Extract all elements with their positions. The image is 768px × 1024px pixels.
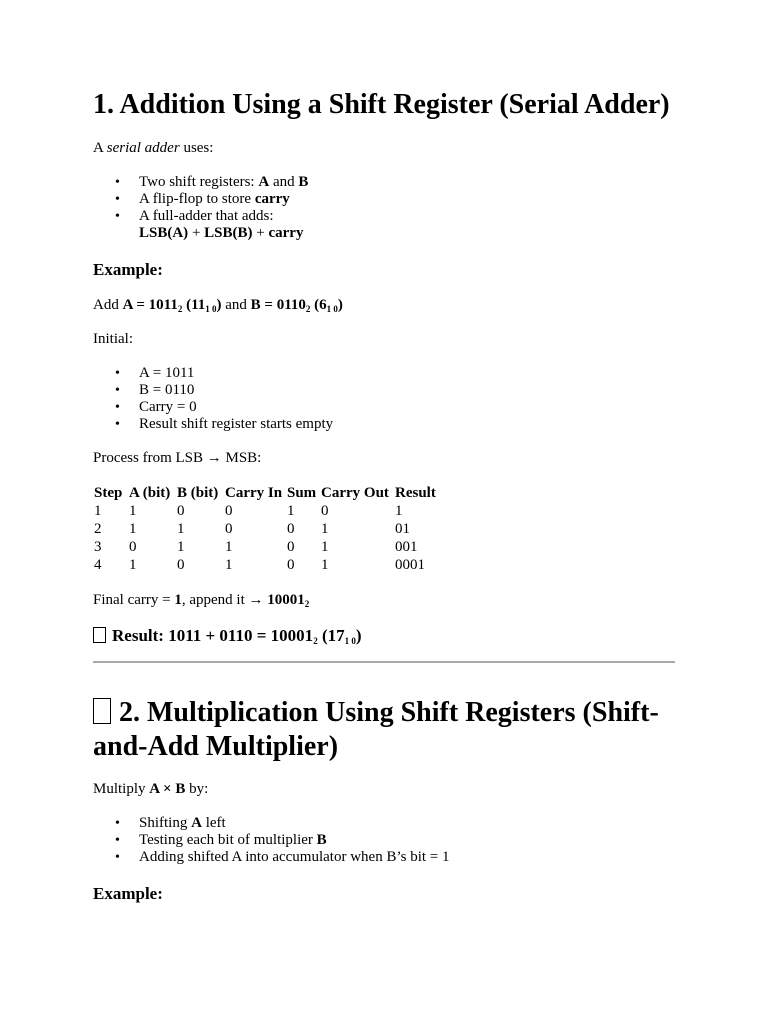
final-base: 2 — [304, 599, 310, 609]
result-base: 2 — [313, 636, 318, 646]
list-item: • Result shift register starts empty — [139, 416, 683, 433]
cell-carry-out: 1 — [321, 539, 329, 555]
multiply-intro — [93, 781, 683, 798]
final-value — [267, 592, 309, 608]
multiply-steps-list — [93, 815, 683, 866]
cell-result: 01 — [395, 521, 410, 537]
list-item — [139, 191, 683, 208]
register-b-label: B — [298, 174, 309, 190]
cell-carry-in: 1 — [225, 539, 233, 555]
cell-carry-in: 1 — [225, 557, 233, 573]
operand-a-expr: A = 1011 — [122, 297, 178, 313]
header-step: Step — [94, 485, 123, 501]
operand-a — [123, 297, 222, 313]
list-item-text: and — [269, 174, 299, 190]
cell-b-bit: 0 — [177, 557, 185, 573]
operand-b-decimal: (6 — [310, 297, 327, 313]
header-carry-out: Carry Out — [321, 485, 389, 501]
add-statement — [93, 297, 683, 314]
final-prefix: Final carry = — [93, 592, 175, 608]
header-sum: Sum — [287, 485, 317, 501]
list-item-text: A flip-flop to store — [139, 191, 255, 207]
lsb-a-label: LSB(A) — [139, 225, 189, 241]
cell-carry-in: 0 — [225, 503, 233, 519]
header-result: Result — [395, 485, 436, 501]
list-item — [139, 832, 683, 849]
intro-text-a: A — [93, 140, 107, 156]
final-carry-value: 1 — [174, 592, 182, 608]
result-decimal-base: 1 0 — [344, 636, 356, 646]
check-icon — [93, 627, 106, 643]
process-text: Process from LSB → MSB: — [93, 450, 262, 466]
operand-a-base: 2 — [177, 304, 183, 314]
section-2-title — [93, 696, 683, 764]
cell-a-bit: 1 — [129, 521, 137, 537]
cell-carry-out: 0 — [321, 503, 329, 519]
operand-b-base: 2 — [305, 304, 311, 314]
table-row — [92, 538, 438, 556]
table-row — [92, 502, 438, 520]
header-b-bit: B (bit) — [177, 485, 219, 501]
operand-b-expr: B = 0110 — [250, 297, 306, 313]
final-mid: , append it → — [181, 592, 268, 608]
cell-step: 3 — [94, 539, 102, 555]
cell-result: 0001 — [395, 557, 425, 573]
result-label: Result: 1011 + 0110 = 10001 — [112, 626, 314, 645]
cell-a-bit: 1 — [129, 557, 137, 573]
paren-close: ) — [337, 297, 343, 313]
section-2-title-text: 2. Multiplication Using Shift Registers (Shift-and-Add Multiplier) — [93, 697, 659, 762]
result-heading — [93, 626, 683, 646]
list-item-text: Testing each bit of multiplier — [139, 832, 317, 848]
operand-b-decimal-base: 1 0 — [326, 304, 338, 314]
cell-carry-out: 1 — [321, 521, 329, 537]
plus-sign: + — [252, 225, 269, 241]
multiplier-b-label: B — [316, 832, 327, 848]
paren-close: ) — [216, 297, 222, 313]
cell-sum: 0 — [287, 521, 295, 537]
check-icon — [93, 698, 111, 724]
operand-a-decimal-base: 1 0 — [205, 304, 217, 314]
list-item: • B = 0110 — [139, 382, 683, 399]
cell-sum: 1 — [287, 503, 295, 519]
operand-b — [251, 297, 343, 313]
table-row — [92, 556, 438, 574]
section-1-title: 1. Addition Using a Shift Register (Serial Adder) — [93, 89, 670, 120]
initial-label: Initial: — [93, 331, 133, 347]
list-item — [139, 208, 683, 242]
cell-a-bit: 1 — [129, 503, 137, 519]
cell-step: 4 — [94, 557, 102, 573]
cell-carry-out: 1 — [321, 557, 329, 573]
list-item: • A = 1011 — [139, 365, 683, 382]
list-item: • Carry = 0 — [139, 399, 683, 416]
intro-text-b: by: — [185, 781, 209, 797]
multiply-expression: A × B — [149, 781, 186, 797]
cell-sum: 0 — [287, 539, 295, 555]
cell-b-bit: 1 — [177, 521, 185, 537]
operand-a-decimal: (11 — [182, 297, 206, 313]
register-a-label: A — [258, 174, 270, 190]
example-heading-1: Example: — [93, 260, 163, 279]
result-decimal: (17 — [317, 626, 345, 645]
final-binary: 10001 — [267, 592, 305, 608]
initial-state-list — [93, 365, 683, 433]
cell-step: 1 — [94, 503, 102, 519]
shift-a-label: A — [191, 815, 202, 831]
table-header-row — [92, 484, 438, 502]
list-item-text: Shifting — [139, 815, 192, 831]
add-prefix: Add — [93, 297, 123, 313]
list-item-text: A full-adder that adds: — [139, 208, 274, 224]
cell-carry-in: 0 — [225, 521, 233, 537]
carry-term-label: carry — [268, 225, 304, 241]
carry-label: carry — [254, 191, 290, 207]
and-text: and — [221, 297, 251, 313]
example-heading-2: Example: — [93, 884, 163, 903]
list-item: • Adding shifted A into accumulator when B’s bit = 1 — [139, 849, 683, 866]
intro-text-b: uses: — [179, 140, 214, 156]
list-item — [139, 174, 683, 191]
plus-sign: + — [188, 225, 205, 241]
lsb-b-label: LSB(B) — [204, 225, 253, 241]
paren-close: ) — [355, 626, 362, 645]
table-row — [92, 520, 438, 538]
cell-step: 2 — [94, 521, 102, 537]
header-carry-in: Carry In — [225, 485, 283, 501]
cell-result: 1 — [395, 503, 403, 519]
cell-a-bit: 0 — [129, 539, 137, 555]
final-carry-text — [93, 592, 683, 609]
intro-term: serial adder — [106, 140, 180, 156]
cell-sum: 0 — [287, 557, 295, 573]
cell-result: 001 — [395, 539, 418, 555]
serial-adder-components-list — [93, 174, 683, 242]
document-content — [93, 88, 683, 904]
header-a-bit: A (bit) — [129, 485, 171, 501]
list-item — [139, 815, 683, 832]
cell-b-bit: 0 — [177, 503, 185, 519]
list-item-text: left — [201, 815, 226, 831]
intro-text-a: Multiply — [93, 781, 150, 797]
cell-b-bit: 1 — [177, 539, 185, 555]
serial-adder-intro — [93, 140, 683, 157]
list-item-text: Two shift registers: — [139, 174, 259, 190]
serial-adder-steps-table — [92, 484, 438, 574]
